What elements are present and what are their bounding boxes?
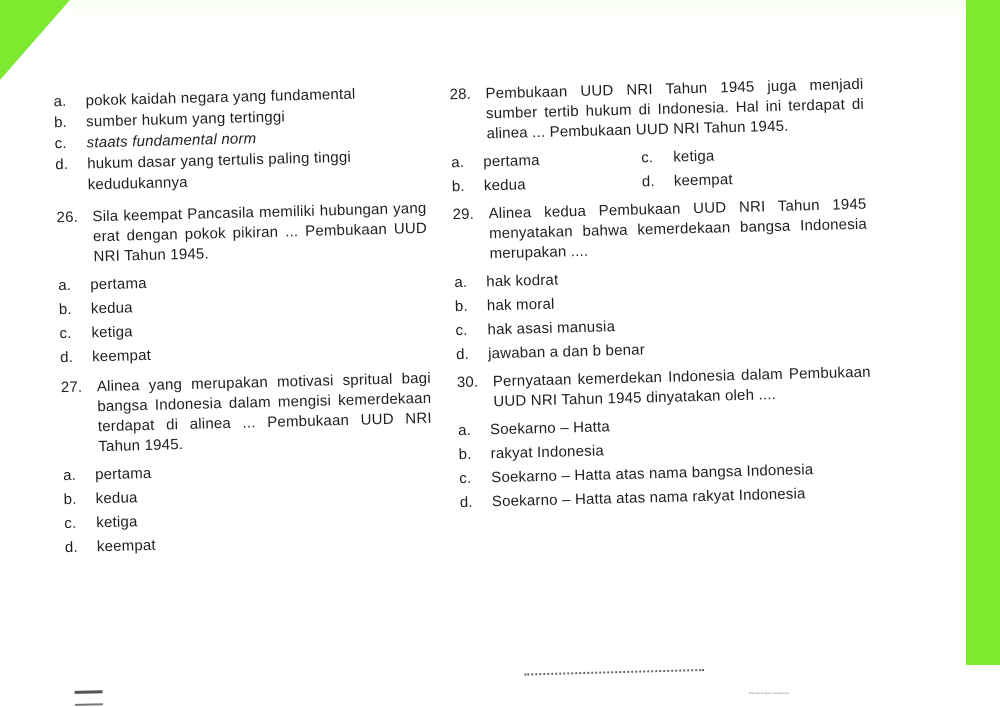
page-corner-mark — [75, 690, 103, 706]
option-text: hukum dasar yang tertulis paling tinggi kedudukannya — [86, 148, 352, 194]
option-text: kedua — [483, 176, 526, 195]
option-letter: d. — [55, 155, 69, 174]
option-letter: c. — [641, 149, 654, 167]
option-text: keempat — [96, 536, 157, 556]
option-text: ketiga — [96, 513, 138, 532]
option-letter: a. — [58, 276, 72, 295]
option-letter: c. — [64, 514, 77, 533]
option-letter: d. — [641, 173, 655, 191]
option-text: staats fundamental norm — [86, 130, 257, 152]
question-text: Pernyataan kemerdekan Indonesia dalam Pembukaan UUD NRI Tahun 1945 dinyatakan oleh .... — [492, 363, 871, 411]
option-letter: d. — [459, 493, 474, 512]
option-letter: b. — [63, 490, 77, 509]
option-text: pertama — [94, 464, 152, 484]
question-number: 26. — [56, 208, 79, 227]
left-column — [52, 30, 435, 566]
option-text: rakyat Indonesia — [490, 442, 605, 463]
option-letter: d. — [59, 348, 74, 367]
question-text: Alinea kedua Pembukaan UUD NRI Tahun 1945 menyatakan bahwa kemerdekaan bangsa Indonesia merupakan .... — [488, 195, 868, 263]
option-text: pokok kaidah negara yang fundamental — [85, 85, 356, 110]
option-text: hak moral — [486, 295, 555, 315]
option-letter: b. — [53, 113, 68, 132]
list-item — [452, 170, 643, 199]
option-letter: b. — [454, 297, 469, 316]
option-letter: a. — [451, 153, 465, 172]
option-letter: b. — [58, 300, 73, 319]
scanner-stamp: Dipindai dengan CamScanner — [749, 691, 790, 695]
option-letter: a. — [457, 421, 472, 440]
question-number: 29. — [452, 205, 475, 224]
question-27 — [61, 369, 435, 560]
option-text: ketiga — [91, 323, 133, 342]
option-letter: d. — [64, 538, 79, 557]
question-text: Pembukaan UUD NRI Tahun 1945 juga menjadi sumber tertib hukum di Indonesia. Hal ini terdapat di alinea ... Pembukaan UUD NRI Tahun 1945. — [485, 75, 865, 143]
question-number: 30. — [456, 373, 479, 392]
option-letter: c. — [59, 324, 72, 343]
list-item — [642, 166, 833, 195]
option-letter: a. — [53, 92, 67, 111]
option-text: Soekarno – Hatta atas nama bangsa Indonesia — [491, 461, 814, 487]
question-29 — [452, 195, 870, 367]
question-26 — [56, 199, 430, 370]
option-text: pertama — [90, 274, 147, 294]
option-text: keempat — [91, 346, 152, 366]
question-number: 27. — [60, 378, 83, 397]
list-item — [55, 145, 426, 196]
option-text: Soekarno – Hatta — [489, 418, 611, 439]
option-letter: c. — [455, 321, 468, 340]
option-text: hak kodrat — [486, 271, 559, 291]
option-letter: c. — [54, 134, 67, 153]
option-letter: b. — [451, 177, 466, 196]
option-text: keempat — [673, 171, 733, 190]
question-number: 28. — [449, 85, 472, 104]
cut-text-line — [524, 669, 704, 686]
question-30 — [457, 363, 874, 515]
option-text: Soekarno – Hatta atas nama rakyat Indonesia — [491, 485, 806, 511]
option-text: kedua — [90, 299, 133, 318]
question-text: Alinea yang merupakan motivasi spritual bagi bangsa Indonesia dalam mengisi kemerdekaan terdapat di alinea ... Pembukaan UUD NRI Tahun 1945. — [96, 369, 432, 456]
question-28 — [449, 75, 866, 199]
option-letter: a. — [62, 466, 77, 485]
option-letter: a. — [454, 273, 468, 292]
option-text: sumber hukum yang tertinggi — [85, 108, 286, 131]
option-letter: c. — [459, 469, 472, 488]
option-text: ketiga — [673, 147, 715, 166]
top-edge-glow — [70, 0, 966, 16]
right-column — [448, 19, 874, 521]
option-text: kedua — [95, 489, 138, 508]
exam-paper — [28, 16, 974, 679]
question-text: Sila keempat Pancasila memiliki hubungan yang erat dengan pokok pikiran ... Pembukaan UUD NRI Tahun 1945. — [92, 199, 428, 266]
option-letter: b. — [458, 445, 472, 464]
option-text: hak asasi manusia — [487, 318, 616, 339]
option-text: pertama — [483, 151, 540, 171]
question-25-options — [53, 82, 426, 196]
option-letter: d. — [455, 345, 470, 364]
option-text: jawaban a dan b benar — [487, 341, 646, 363]
